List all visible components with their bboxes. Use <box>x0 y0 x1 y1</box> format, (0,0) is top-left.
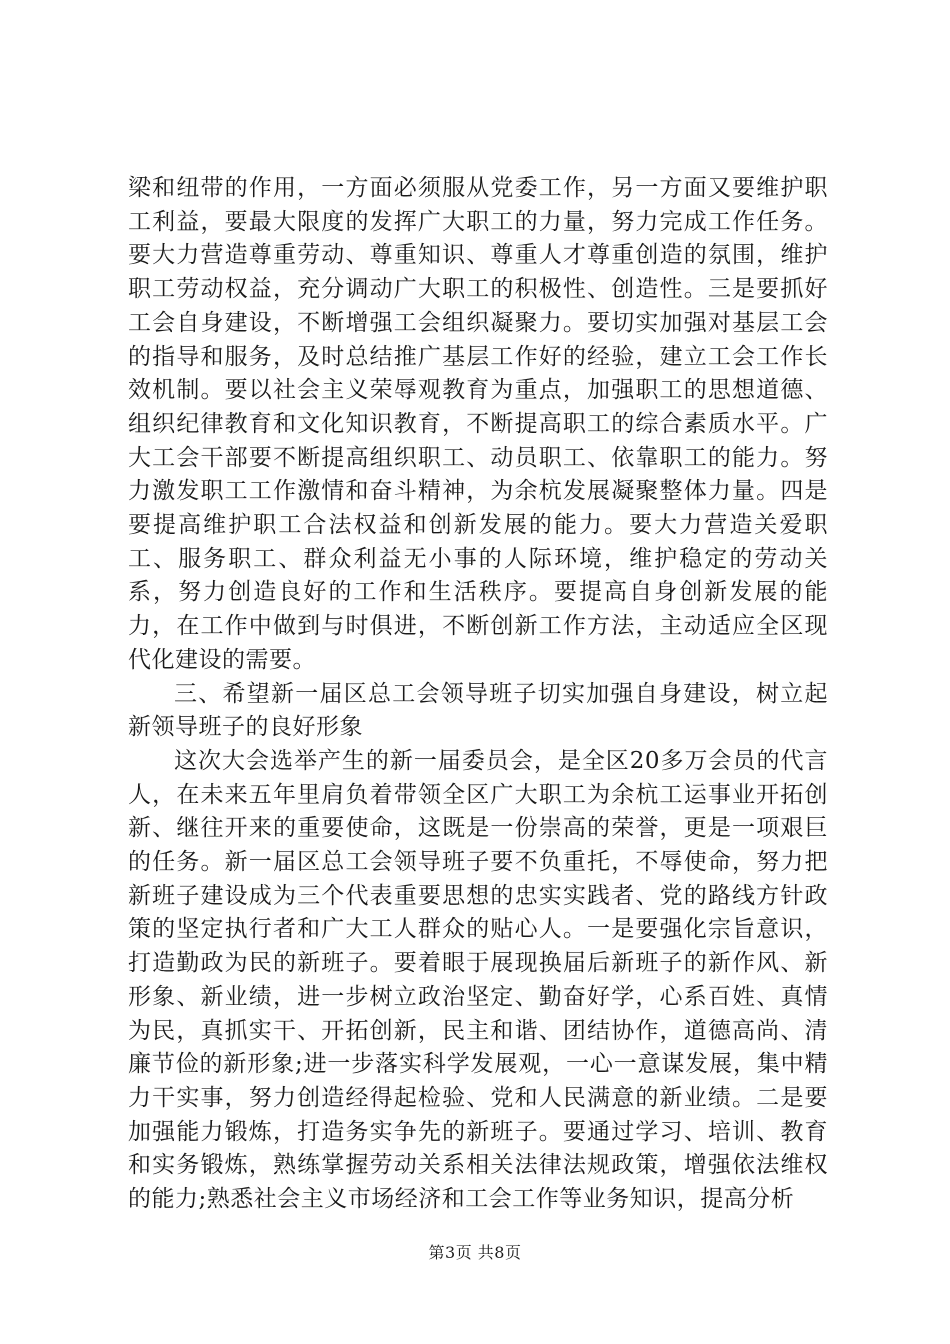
paragraph: 这次大会选举产生的新一届委员会，是全区20多万会员的代言人，在未来五年里肩负着带领全区广大职工为余杭工运事业开拓创新、继往开来的重要使命，这既是一份崇高的荣誉，更是一项艰巨的任务。新一届区总工会领导班子要不负重托，不辱使命，努力把新班子建设成为三个代表重要思想的忠实实践者、党的路线方针政策的坚定执行者和广大工人群众的贴心人。一是要强化宗旨意识，打造勤政为民的新班子。要着眼于展现换届后新班子的新作风、新形象、新业绩，进一步树立政治坚定、勤奋好学，心系百姓、真情为民，真抓实干、开拓创新，民主和谐、团结协作，道德高尚、清廉节俭的新形象;进一步落实科学发展观，一心一意谋发展，集中精力干实事，努力创造经得起检验、党和人民满意的新业绩。二是要加强能力锻炼，打造务实争先的新班子。要通过学习、培训、教育和实务锻炼，熟练掌握劳动关系相关法律法规政策，增强依法维权的能力;熟悉社会主义市场经济和工会工作等业务知识，提高分析 <box>128 747 828 1213</box>
section-heading: 三、希望新一届区总工会领导班子切实加强自身建设，树立起新领导班子的良好形象 <box>128 680 828 741</box>
page-footer: 第3页 共8页 <box>428 1243 522 1262</box>
document-body <box>128 172 828 1217</box>
paragraph-continuation: 梁和纽带的作用，一方面必须服从党委工作，另一方面又要维护职工利益，要最大限度的发挥广大职工的力量，努力完成工作任务。要大力营造尊重劳动、尊重知识、尊重人才尊重创造的氛围，维护职工劳动权益，充分调动广大职工的积极性、创造性。三是要抓好工会自身建设，不断增强工会组织凝聚力。要切实加强对基层工会的指导和服务，及时总结推广基层工作好的经验，建立工会工作长效机制。要以社会主义荣辱观教育为重点，加强职工的思想道德、组织纪律教育和文化知识教育，不断提高职工的综合素质水平。广大工会干部要不断提高组织职工、动员职工、依靠职工的能力。努力激发职工工作激情和奋斗精神，为余杭发展凝聚整体力量。四是要提高维护职工合法权益和创新发展的能力。要大力营造关爱职工、服务职工、群众利益无小事的人际环境，维护稳定的劳动关系，努力创造良好的工作和生活秩序。要提高自身创新发展的能力，在工作中做到与时俱进，不断创新工作方法，主动适应全区现代化建设的需要。 <box>128 175 828 673</box>
